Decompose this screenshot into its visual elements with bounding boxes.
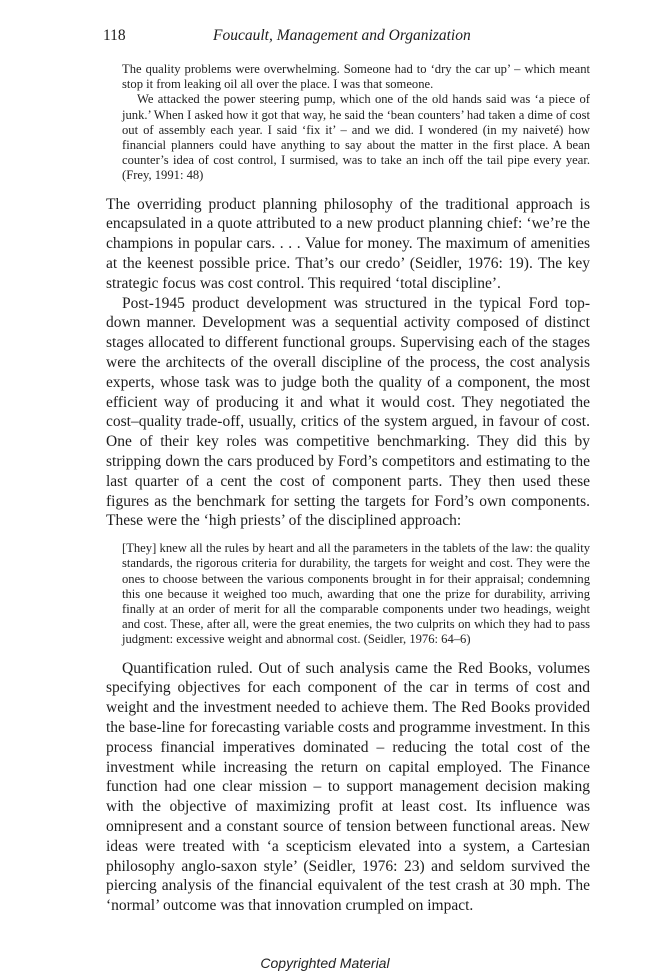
page-content xyxy=(106,62,590,916)
running-title: Foucault, Management and Organization xyxy=(213,27,471,44)
page-number: 118 xyxy=(103,27,126,44)
copyright-footer: Copyrighted Material xyxy=(260,955,390,971)
block-quote-paragraph: The quality problems were overwhelming. Someone had to ‘dry the car up’ – which meant stop it from leaking oil all over the place. I was that someone. xyxy=(122,62,590,92)
block-quote-frey xyxy=(122,62,590,184)
body-paragraph: Post-1945 product development was structured in the typical Ford top-down manner. Development was a sequential activity composed of distinct stages allocated to different functional groups. Supervising each of the stages were the architects of the overall discipline of the process, the cost analysis experts, whose task was to judge both the quality of a component, the most efficient way of producing it and what it would cost. They negotiated the cost–quality trade-off, usually, critics of the system argued, in favour of cost. One of their key roles was competitive benchmarking. They did this by stripping down the cars produced by Ford’s competitors and estimating to the last quarter of a cent the cost of component parts. They then used these figures as the benchmark for setting the targets for Ford’s own components. These were the ‘high priests’ of the disciplined approach: xyxy=(106,294,590,530)
block-quote-paragraph: [They] knew all the rules by heart and all the parameters in the tablets of the law: the quality standards, the rigorous criteria for durability, the targets for weight and cost. They were the ones to choose between the various components brought in for their appraisal; condemning this one because it weighed too much, awarding that one the prize for durability, arriving finally at an order of merit for all the comparable components under two headings, weight and cost. These, after all, were the great enemies, the two culprits on which they had to pass judgment: excessive weight and abnormal cost. (Seidler, 1976: 64–6) xyxy=(122,541,590,647)
body-paragraph: The overriding product planning philosophy of the traditional approach is encapsulated in a quote attributed to a new product planning chief: ‘we’re the champions in popular cars. . . . Value for money. The maximum of amenities at the keenest possible price. That’s our credo’ (Seidler, 1976: 19). The key strategic focus was cost control. This required ‘total discipline’. xyxy=(106,195,590,292)
block-quote-paragraph: We attacked the power steering pump, which one of the old hands said was ‘a piece of junk.’ When I asked how it got that way, he said the ‘bean counters’ had taken a dime of cost out of assembly each year. I said ‘fix it’ – and we did. I wondered (in my naiveté) how financial planners could have anything to say about the matter in the first place. A bean counter’s idea of cost control, I surmised, was to take an inch off the tail pipe every year. (Frey, 1991: 48) xyxy=(122,92,590,183)
running-head xyxy=(103,27,592,47)
body-paragraph: Quantification ruled. Out of such analysis came the Red Books, volumes specifying objectives for each component of the car in terms of cost and weight and the investment needed to achieve them. The Red Books provided the base-line for forecasting variable costs and programme investment. In this process financial imperatives dominated – reducing the total cost of the investment while increasing the return on capital employed. The Finance function had one clear mission – to support management decision making with the objective of maximizing profit at least cost. Its influence was omnipresent and a constant source of tension between functional areas. New ideas were treated with ‘a scepticism elevated into a system, a Cartesian philosophy anglo-saxon style’ (Seidler, 1976: 23) and seldom survived the piercing analysis of the financial equivalent of the test crash at 30 mph. The ‘normal’ outcome was that innovation crumpled on impact. xyxy=(106,659,590,915)
block-quote-seidler xyxy=(122,541,590,647)
